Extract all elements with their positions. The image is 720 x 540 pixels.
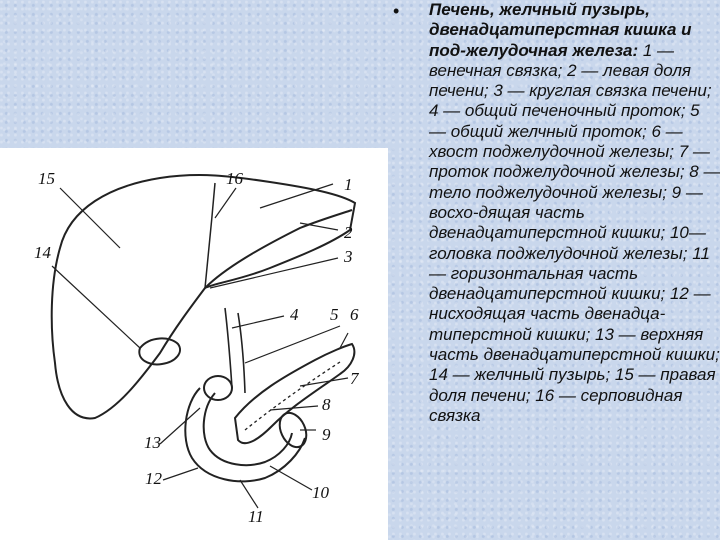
left-lobe-edge — [205, 210, 352, 288]
bile-duct — [225, 308, 232, 388]
caption-body: 1 — венечная связка; 2 — левая доля печени; 3 — круглая связка печени; 4 — общий печеночный проток; 5 — общий желчный проток; 6 — хвост поджелудочной железы; 7 — проток поджелудочной железы; 8 — тело поджелудочной железы; 9 — восхо-дящая часть двенадцатиперстной кишки; 10— головка поджелудочной железы; 11 — горизонтальная часть двенадцатиперстной кишки; 12 — нисходящая часть двенадца-типерстной кишки; 13 — верхняя часть двенадцатиперстной кишки; 14 — желчный пузырь; 15 — правая доля печени; 16 — серповидная связка — [429, 40, 720, 425]
figure-label-11: 11 — [248, 507, 264, 526]
figure-label-9: 9 — [322, 425, 331, 444]
gallbladder — [139, 338, 180, 364]
figure-label-15: 15 — [38, 169, 55, 188]
figure-label-13: 13 — [144, 433, 161, 452]
figure-label-3: 3 — [344, 247, 353, 266]
anatomy-drawing — [0, 148, 388, 540]
duodenal-bulb — [204, 376, 232, 400]
figure-label-6: 6 — [350, 305, 359, 324]
figure-label-4: 4 — [290, 305, 299, 324]
figure-label-8: 8 — [322, 395, 331, 414]
figure-label-16: 16 — [226, 169, 243, 188]
caption-text — [429, 0, 720, 426]
caption-title: Печень, желчный пузырь, двенадцатиперстная кишка и под-желудочная железа: — [429, 0, 692, 60]
figure-label-2: 2 — [344, 223, 353, 242]
figure-label-14: 14 — [34, 243, 51, 262]
pancreas — [235, 344, 354, 443]
anatomy-illustration — [0, 148, 388, 540]
figure-label-12: 12 — [145, 469, 162, 488]
falciform-ligament — [205, 183, 215, 288]
figure-label-7: 7 — [350, 369, 359, 388]
bullet-marker: • — [393, 1, 400, 21]
figure-label-5: 5 — [330, 305, 339, 324]
figure-label-10: 10 — [312, 483, 329, 502]
figure-label-1: 1 — [344, 175, 353, 194]
